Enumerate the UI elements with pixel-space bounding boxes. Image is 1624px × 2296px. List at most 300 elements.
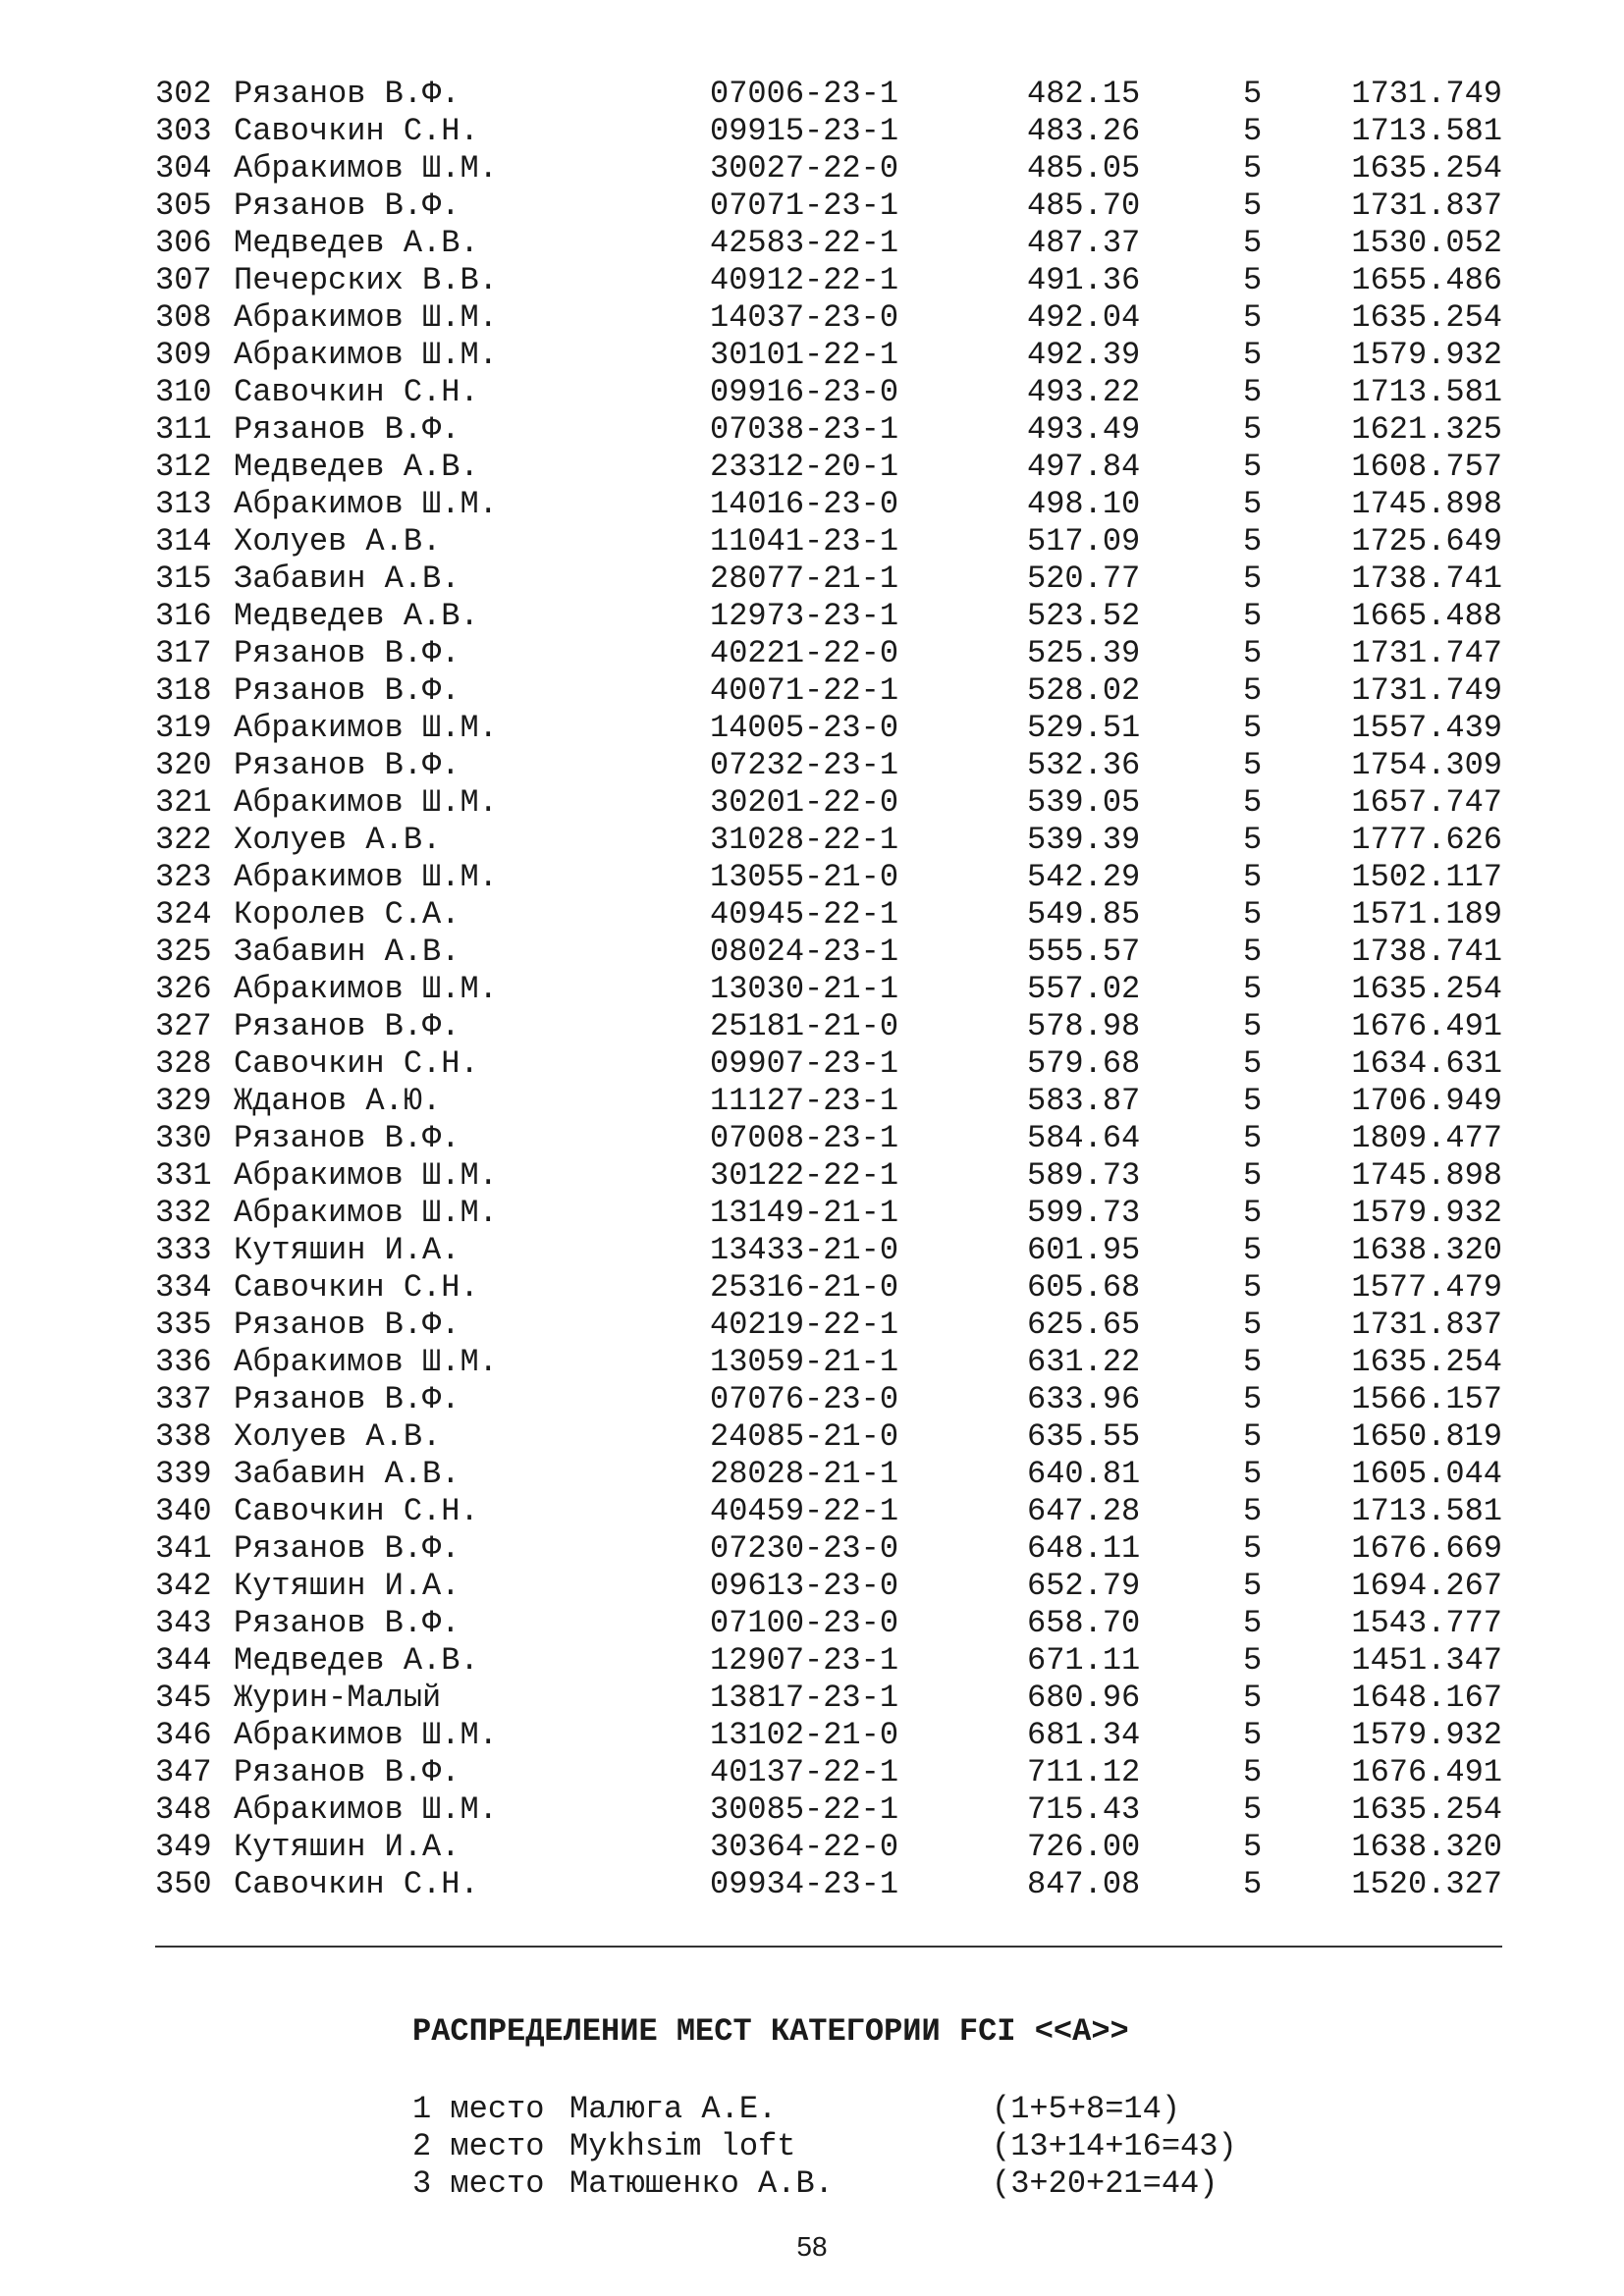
ring-number: 12907-23-1 [710, 1642, 899, 1679]
flight-time: 520.77 [1027, 561, 1141, 597]
ring-number: 09915-23-1 [710, 113, 899, 149]
table-row [155, 1754, 1502, 1791]
score-value: 1579.932 [1351, 1717, 1502, 1753]
table-row [155, 1232, 1502, 1269]
flight-time: 584.64 [1027, 1120, 1141, 1156]
row-number: 340 [155, 1493, 212, 1529]
ring-number: 40945-22-1 [710, 896, 899, 933]
row-number: 345 [155, 1680, 212, 1716]
flight-time: 549.85 [1027, 896, 1141, 933]
score-value: 1543.777 [1351, 1605, 1502, 1641]
ring-number: 30201-22-0 [710, 784, 899, 821]
score-value: 1530.052 [1351, 225, 1502, 261]
pigeon-owner: Холуев А.В. [234, 523, 442, 560]
score-value: 1713.581 [1351, 374, 1502, 410]
score-value: 1713.581 [1351, 1493, 1502, 1529]
class-value: 5 [1243, 635, 1263, 671]
flight-time: 578.98 [1027, 1008, 1141, 1044]
table-row [155, 1381, 1502, 1418]
ring-number: 09907-23-1 [710, 1045, 899, 1082]
row-number: 332 [155, 1195, 212, 1231]
row-number: 314 [155, 523, 212, 560]
table-row [155, 1680, 1502, 1717]
score-value: 1731.837 [1351, 187, 1502, 224]
score-value: 1676.491 [1351, 1008, 1502, 1044]
score-value: 1731.749 [1351, 76, 1502, 112]
class-value: 5 [1243, 150, 1263, 187]
pigeon-owner: Савочкин С.Н. [234, 1866, 479, 1902]
table-row [155, 449, 1502, 486]
row-number: 333 [155, 1232, 212, 1268]
flight-time: 671.11 [1027, 1642, 1141, 1679]
ring-number: 14016-23-0 [710, 486, 899, 522]
score-value: 1738.741 [1351, 934, 1502, 970]
score-value: 1577.479 [1351, 1269, 1502, 1306]
row-number: 331 [155, 1157, 212, 1194]
table-row [155, 710, 1502, 747]
table-row [155, 76, 1502, 113]
row-number: 310 [155, 374, 212, 410]
table-row [155, 1120, 1502, 1157]
table-row [155, 635, 1502, 672]
class-value: 5 [1243, 934, 1263, 970]
class-value: 5 [1243, 1157, 1263, 1194]
ring-number: 07008-23-1 [710, 1120, 899, 1156]
row-number: 306 [155, 225, 212, 261]
table-row [155, 523, 1502, 561]
ring-number: 40219-22-1 [710, 1307, 899, 1343]
flight-time: 652.79 [1027, 1568, 1141, 1604]
pigeon-owner: Абракимов Ш.М. [234, 971, 498, 1007]
score-value: 1745.898 [1351, 1157, 1502, 1194]
score-value: 1579.932 [1351, 337, 1502, 373]
score-value: 1725.649 [1351, 523, 1502, 560]
row-number: 313 [155, 486, 212, 522]
table-row [155, 1791, 1502, 1829]
class-value: 5 [1243, 523, 1263, 560]
row-number: 319 [155, 710, 212, 746]
flight-time: 648.11 [1027, 1530, 1141, 1567]
ring-number: 40071-22-1 [710, 672, 899, 709]
class-value: 5 [1243, 486, 1263, 522]
pigeon-owner: Рязанов В.Ф. [234, 187, 460, 224]
class-value: 5 [1243, 672, 1263, 709]
ring-number: 30085-22-1 [710, 1791, 899, 1828]
table-row [155, 1157, 1502, 1195]
ring-number: 14005-23-0 [710, 710, 899, 746]
ring-number: 13149-21-1 [710, 1195, 899, 1231]
ring-number: 24085-21-0 [710, 1418, 899, 1455]
row-number: 320 [155, 747, 212, 783]
flight-time: 555.57 [1027, 934, 1141, 970]
score-value: 1608.757 [1351, 449, 1502, 485]
pigeon-owner: Савочкин С.Н. [234, 1045, 479, 1082]
pigeon-owner: Рязанов В.Ф. [234, 1381, 460, 1417]
flight-time: 601.95 [1027, 1232, 1141, 1268]
ring-number: 07038-23-1 [710, 411, 899, 448]
ring-number: 28077-21-1 [710, 561, 899, 597]
flight-time: 492.04 [1027, 299, 1141, 336]
flight-time: 485.05 [1027, 150, 1141, 187]
flight-time: 635.55 [1027, 1418, 1141, 1455]
row-number: 350 [155, 1866, 212, 1902]
pigeon-owner: Медведев А.В. [234, 1642, 479, 1679]
winner-name: Малюга А.Е. [569, 2091, 778, 2127]
row-number: 323 [155, 859, 212, 895]
flight-time: 528.02 [1027, 672, 1141, 709]
row-number: 305 [155, 187, 212, 224]
score-value: 1706.949 [1351, 1083, 1502, 1119]
score-value: 1731.837 [1351, 1307, 1502, 1343]
ring-number: 14037-23-0 [710, 299, 899, 336]
pigeon-owner: Савочкин С.Н. [234, 113, 479, 149]
table-row [155, 486, 1502, 523]
score-value: 1738.741 [1351, 561, 1502, 597]
class-value: 5 [1243, 896, 1263, 933]
pigeon-owner: Абракимов Ш.М. [234, 337, 498, 373]
flight-time: 681.34 [1027, 1717, 1141, 1753]
score-value: 1648.167 [1351, 1680, 1502, 1716]
flight-time: 498.10 [1027, 486, 1141, 522]
table-row [155, 1344, 1502, 1381]
class-value: 5 [1243, 747, 1263, 783]
class-value: 5 [1243, 1269, 1263, 1306]
class-value: 5 [1243, 1829, 1263, 1865]
flight-time: 557.02 [1027, 971, 1141, 1007]
pigeon-owner: Рязанов В.Ф. [234, 76, 460, 112]
class-value: 5 [1243, 449, 1263, 485]
table-row [155, 1493, 1502, 1530]
class-value: 5 [1243, 598, 1263, 634]
score-value: 1676.491 [1351, 1754, 1502, 1790]
row-number: 346 [155, 1717, 212, 1753]
row-number: 315 [155, 561, 212, 597]
table-row [155, 896, 1502, 934]
flight-time: 532.36 [1027, 747, 1141, 783]
class-value: 5 [1243, 113, 1263, 149]
row-number: 322 [155, 822, 212, 858]
pigeon-owner: Абракимов Ш.М. [234, 150, 498, 187]
flight-time: 583.87 [1027, 1083, 1141, 1119]
table-row [155, 934, 1502, 971]
score-value: 1566.157 [1351, 1381, 1502, 1417]
pigeon-owner: Жданов А.Ю. [234, 1083, 442, 1119]
pigeon-owner: Рязанов В.Ф. [234, 1530, 460, 1567]
ring-number: 30027-22-0 [710, 150, 899, 187]
ring-number: 40137-22-1 [710, 1754, 899, 1790]
class-value: 5 [1243, 1307, 1263, 1343]
class-value: 5 [1243, 1791, 1263, 1828]
score-value: 1638.320 [1351, 1232, 1502, 1268]
ring-number: 13030-21-1 [710, 971, 899, 1007]
row-number: 326 [155, 971, 212, 1007]
score-value: 1634.631 [1351, 1045, 1502, 1082]
score-value: 1635.254 [1351, 150, 1502, 187]
table-row [155, 262, 1502, 299]
pigeon-owner: Абракимов Ш.М. [234, 710, 498, 746]
row-number: 343 [155, 1605, 212, 1641]
flight-time: 539.39 [1027, 822, 1141, 858]
class-value: 5 [1243, 1717, 1263, 1753]
pigeon-owner: Медведев А.В. [234, 598, 479, 634]
table-row [155, 971, 1502, 1008]
row-number: 318 [155, 672, 212, 709]
ring-number: 13059-21-1 [710, 1344, 899, 1380]
ring-number: 07100-23-0 [710, 1605, 899, 1641]
pigeon-owner: Абракимов Ш.М. [234, 1344, 498, 1380]
row-number: 339 [155, 1456, 212, 1492]
table-row [155, 1605, 1502, 1642]
flight-time: 658.70 [1027, 1605, 1141, 1641]
table-row [155, 113, 1502, 150]
class-value: 5 [1243, 262, 1263, 298]
ring-number: 07006-23-1 [710, 76, 899, 112]
ring-number: 30101-22-1 [710, 337, 899, 373]
place-label: 3 место [412, 2165, 545, 2202]
winner-name: Матюшенко А.В. [569, 2165, 834, 2202]
class-value: 5 [1243, 1493, 1263, 1529]
class-value: 5 [1243, 187, 1263, 224]
class-value: 5 [1243, 1530, 1263, 1567]
score-value: 1655.486 [1351, 262, 1502, 298]
row-number: 302 [155, 76, 212, 112]
class-value: 5 [1243, 561, 1263, 597]
flight-time: 542.29 [1027, 859, 1141, 895]
ring-number: 07076-23-0 [710, 1381, 899, 1417]
table-row [155, 337, 1502, 374]
score-value: 1657.747 [1351, 784, 1502, 821]
row-number: 342 [155, 1568, 212, 1604]
row-number: 338 [155, 1418, 212, 1455]
table-row [155, 411, 1502, 449]
flight-time: 539.05 [1027, 784, 1141, 821]
table-row [155, 784, 1502, 822]
class-value: 5 [1243, 1418, 1263, 1455]
pigeon-owner: Забавин А.В. [234, 934, 460, 970]
flight-time: 482.15 [1027, 76, 1141, 112]
pigeon-owner: Медведев А.В. [234, 225, 479, 261]
table-row [155, 1418, 1502, 1456]
score-value: 1557.439 [1351, 710, 1502, 746]
ring-number: 12973-23-1 [710, 598, 899, 634]
flight-time: 487.37 [1027, 225, 1141, 261]
row-number: 308 [155, 299, 212, 336]
ring-number: 42583-22-1 [710, 225, 899, 261]
ring-number: 23312-20-1 [710, 449, 899, 485]
class-value: 5 [1243, 1381, 1263, 1417]
row-number: 303 [155, 113, 212, 149]
table-row [155, 822, 1502, 859]
list-item [412, 2128, 1296, 2165]
place-calculation: (13+14+16=43) [992, 2128, 1237, 2164]
row-number: 336 [155, 1344, 212, 1380]
row-number: 312 [155, 449, 212, 485]
score-value: 1777.626 [1351, 822, 1502, 858]
score-value: 1571.189 [1351, 896, 1502, 933]
score-value: 1638.320 [1351, 1829, 1502, 1865]
pigeon-owner: Холуев А.В. [234, 1418, 442, 1455]
row-number: 328 [155, 1045, 212, 1082]
table-row [155, 1045, 1502, 1083]
pigeon-owner: Рязанов В.Ф. [234, 1008, 460, 1044]
flight-time: 589.73 [1027, 1157, 1141, 1194]
score-value: 1754.309 [1351, 747, 1502, 783]
class-value: 5 [1243, 225, 1263, 261]
class-value: 5 [1243, 1605, 1263, 1641]
row-number: 348 [155, 1791, 212, 1828]
ring-number: 25181-21-0 [710, 1008, 899, 1044]
flight-time: 529.51 [1027, 710, 1141, 746]
score-value: 1745.898 [1351, 486, 1502, 522]
pigeon-owner: Абракимов Ш.М. [234, 1791, 498, 1828]
ring-number: 13055-21-0 [710, 859, 899, 895]
flight-time: 599.73 [1027, 1195, 1141, 1231]
flight-time: 640.81 [1027, 1456, 1141, 1492]
pigeon-owner: Забавин А.В. [234, 1456, 460, 1492]
class-value: 5 [1243, 971, 1263, 1007]
row-number: 311 [155, 411, 212, 448]
flight-time: 492.39 [1027, 337, 1141, 373]
row-number: 330 [155, 1120, 212, 1156]
score-value: 1635.254 [1351, 1791, 1502, 1828]
score-value: 1676.669 [1351, 1530, 1502, 1567]
row-number: 324 [155, 896, 212, 933]
list-item [412, 2165, 1296, 2203]
flight-time: 491.36 [1027, 262, 1141, 298]
row-number: 337 [155, 1381, 212, 1417]
flight-time: 525.39 [1027, 635, 1141, 671]
row-number: 321 [155, 784, 212, 821]
class-value: 5 [1243, 1344, 1263, 1380]
class-value: 5 [1243, 859, 1263, 895]
ring-number: 13433-21-0 [710, 1232, 899, 1268]
page-number: 58 [796, 2231, 828, 2262]
flight-time: 497.84 [1027, 449, 1141, 485]
score-value: 1451.347 [1351, 1642, 1502, 1679]
table-row [155, 374, 1502, 411]
table-row [155, 1307, 1502, 1344]
flight-time: 517.09 [1027, 523, 1141, 560]
table-row [155, 1456, 1502, 1493]
ring-number: 07071-23-1 [710, 187, 899, 224]
pigeon-owner: Абракимов Ш.М. [234, 299, 498, 336]
flight-time: 631.22 [1027, 1344, 1141, 1380]
row-number: 334 [155, 1269, 212, 1306]
class-value: 5 [1243, 374, 1263, 410]
ring-number: 11127-23-1 [710, 1083, 899, 1119]
pigeon-owner: Кутяшин И.А. [234, 1568, 460, 1604]
class-value: 5 [1243, 1456, 1263, 1492]
table-row [155, 859, 1502, 896]
table-row [155, 1530, 1502, 1568]
class-value: 5 [1243, 337, 1263, 373]
distribution-list [412, 2091, 1296, 2203]
table-row [155, 187, 1502, 225]
place-calculation: (1+5+8=14) [992, 2091, 1181, 2127]
list-item [412, 2091, 1296, 2128]
place-calculation: (3+20+21=44) [992, 2165, 1218, 2202]
flight-time: 647.28 [1027, 1493, 1141, 1529]
pigeon-owner: Савочкин С.Н. [234, 1269, 479, 1306]
pigeon-owner: Журин-Малый [234, 1680, 442, 1716]
table-row [155, 1568, 1502, 1605]
flight-time: 579.68 [1027, 1045, 1141, 1082]
score-value: 1731.747 [1351, 635, 1502, 671]
class-value: 5 [1243, 299, 1263, 336]
row-number: 327 [155, 1008, 212, 1044]
flight-time: 726.00 [1027, 1829, 1141, 1865]
flight-time: 715.43 [1027, 1791, 1141, 1828]
table-row [155, 1829, 1502, 1866]
place-label: 1 место [412, 2091, 545, 2127]
flight-time: 605.68 [1027, 1269, 1141, 1306]
ring-number: 31028-22-1 [710, 822, 899, 858]
row-number: 317 [155, 635, 212, 671]
class-value: 5 [1243, 1754, 1263, 1790]
flight-time: 523.52 [1027, 598, 1141, 634]
table-row [155, 1008, 1502, 1045]
class-value: 5 [1243, 1642, 1263, 1679]
row-number: 309 [155, 337, 212, 373]
ring-number: 13817-23-1 [710, 1680, 899, 1716]
class-value: 5 [1243, 1195, 1263, 1231]
pigeon-owner: Абракимов Ш.М. [234, 1157, 498, 1194]
pigeon-owner: Рязанов В.Ф. [234, 672, 460, 709]
class-value: 5 [1243, 1680, 1263, 1716]
score-value: 1650.819 [1351, 1418, 1502, 1455]
pigeon-owner: Забавин А.В. [234, 561, 460, 597]
flight-time: 483.26 [1027, 113, 1141, 149]
score-value: 1635.254 [1351, 1344, 1502, 1380]
row-number: 325 [155, 934, 212, 970]
ring-number: 09916-23-0 [710, 374, 899, 410]
pigeon-owner: Кутяшин И.А. [234, 1829, 460, 1865]
distribution-title: РАСПРЕДЕЛЕНИЕ МЕСТ КАТЕГОРИИ FCI <<A>> [412, 2013, 1129, 2050]
flight-time: 493.49 [1027, 411, 1141, 448]
score-value: 1621.325 [1351, 411, 1502, 448]
ring-number: 30122-22-1 [710, 1157, 899, 1194]
class-value: 5 [1243, 1866, 1263, 1902]
score-value: 1635.254 [1351, 299, 1502, 336]
score-value: 1502.117 [1351, 859, 1502, 895]
results-table [155, 76, 1502, 1903]
pigeon-owner: Холуев А.В. [234, 822, 442, 858]
class-value: 5 [1243, 1083, 1263, 1119]
ring-number: 08024-23-1 [710, 934, 899, 970]
class-value: 5 [1243, 1120, 1263, 1156]
class-value: 5 [1243, 822, 1263, 858]
table-row [155, 598, 1502, 635]
pigeon-owner: Савочкин С.Н. [234, 374, 479, 410]
table-row [155, 225, 1502, 262]
class-value: 5 [1243, 1568, 1263, 1604]
class-value: 5 [1243, 1008, 1263, 1044]
score-value: 1713.581 [1351, 113, 1502, 149]
score-value: 1665.488 [1351, 598, 1502, 634]
row-number: 344 [155, 1642, 212, 1679]
pigeon-owner: Печерских В.В. [234, 262, 498, 298]
class-value: 5 [1243, 710, 1263, 746]
table-row [155, 561, 1502, 598]
table-row [155, 747, 1502, 784]
row-number: 335 [155, 1307, 212, 1343]
class-value: 5 [1243, 784, 1263, 821]
row-number: 316 [155, 598, 212, 634]
score-value: 1605.044 [1351, 1456, 1502, 1492]
ring-number: 07230-23-0 [710, 1530, 899, 1567]
score-value: 1635.254 [1351, 971, 1502, 1007]
winner-name: Mykhsim loft [569, 2128, 796, 2164]
